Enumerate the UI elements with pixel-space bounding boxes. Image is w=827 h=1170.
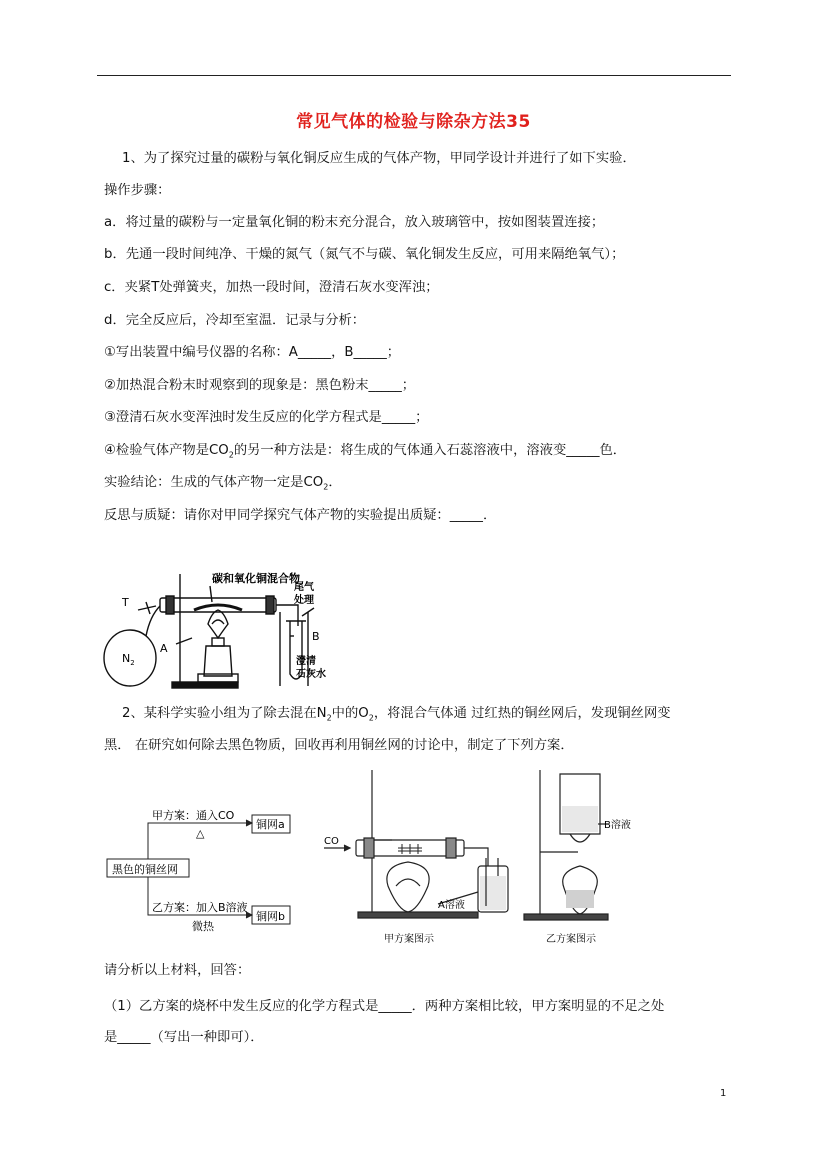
apparatus-b-caption: 乙方案图示 [546,934,596,945]
q1-step-d: d．完全反应后，冷却至室温．记录与分析： [104,313,366,328]
q1-step-c: c．夹紧T处弹簧夹，加热一段时间，澄清石灰水变浑浊； [104,280,439,295]
q1-item3: ③澄清石灰水变浑浊时发生反应的化学方程式是_____； [104,410,429,425]
flow-plan-b-cond: 微热 [192,920,214,933]
apparatus-a-caption: 甲方案图示 [384,934,434,945]
apparatus-b-solution-label: B溶液 [604,820,631,831]
apparatus-a-solution-label: A溶液 [438,900,465,911]
q1-steps-title: 操作步骤： [104,183,171,198]
label-N2: $N_2$ [122,652,135,667]
label-tail-2: 处理 [294,595,314,606]
page-title: 常见气体的检验与除杂方法35 [296,112,531,132]
flow-result-b: 铜网b [256,910,285,923]
q1-apparatus-figure [100,566,340,692]
q1-step-a: a．将过量的碳粉与一定量氧化铜的粉末充分混合，放入玻璃管中，按如图装置连接； [104,215,605,230]
apparatus-a-co-label: CO [324,836,339,847]
flow-plan-a: 甲方案：通入CO [152,809,235,822]
q1-step-b: b．先通一段时间纯净、干燥的氮气（氮气不与碳、氧化铜发生反应，可用来隔绝氧气）； [104,247,625,262]
flow-plan-b: 乙方案：加入B溶液 [152,901,248,914]
q1-item4: ④检验气体产物是$CO_2$的另一种方法是：将生成的气体通入石蕊溶液中，溶液变_____色． [104,443,627,460]
q2-part1-line2: 是_____（写出一种即可）． [104,1030,264,1045]
q2-line2: 黑． 在研究如何除去黑色物质，回收再利用铜丝网的讨论中，制定了下列方案． [104,738,574,753]
q1-reflection: 反思与质疑：请你对甲同学探究气体产物的实验提出质疑：_____． [104,508,497,523]
q2-part1-line1: （1）乙方案的烧杯中发生反应的化学方程式是_____．两种方案相比较，甲方案明显的不足之处 [104,999,665,1014]
q1-intro: 1、为了探究过量的碳粉与氧化铜反应生成的气体产物，甲同学设计并进行了如下实验． [122,151,636,166]
flow-start: 黑色的铜丝网 [112,863,178,876]
page-number: 1 [720,1088,727,1099]
q1-item1: ①写出装置中编号仪器的名称：A_____，B_____； [104,345,401,360]
label-A: A [160,642,168,655]
label-B: B [312,630,320,643]
label-T: T [122,596,129,609]
label-lime-1: 澄清 [296,656,316,667]
flow-result-a: 铜网a [256,818,285,831]
q1-item2: ②加热混合粉末时观察到的现象是：黑色粉末_____； [104,378,416,393]
q1-conclusion: 实验结论：生成的气体产物一定是$CO_2$． [104,475,342,492]
q2-flowchart [104,775,304,935]
q2-apparatus-a [318,766,518,950]
label-tail-1: 尾气 [294,582,314,593]
label-lime-2: 石灰水 [296,669,326,680]
label-mixture: 碳和氧化铜混合物 [212,572,300,585]
q2-apparatus-b [518,766,631,950]
header-rule [97,75,731,76]
q2-analyze: 请分析以上材料，回答： [104,963,251,978]
flow-plan-a-cond: △ [196,827,205,840]
q2-line1: 2、某科学实验小组为了除去混在$N_2$中的$O_2$，将混合气体通 过红热的铜丝网后，发现铜丝网变 [122,706,671,723]
